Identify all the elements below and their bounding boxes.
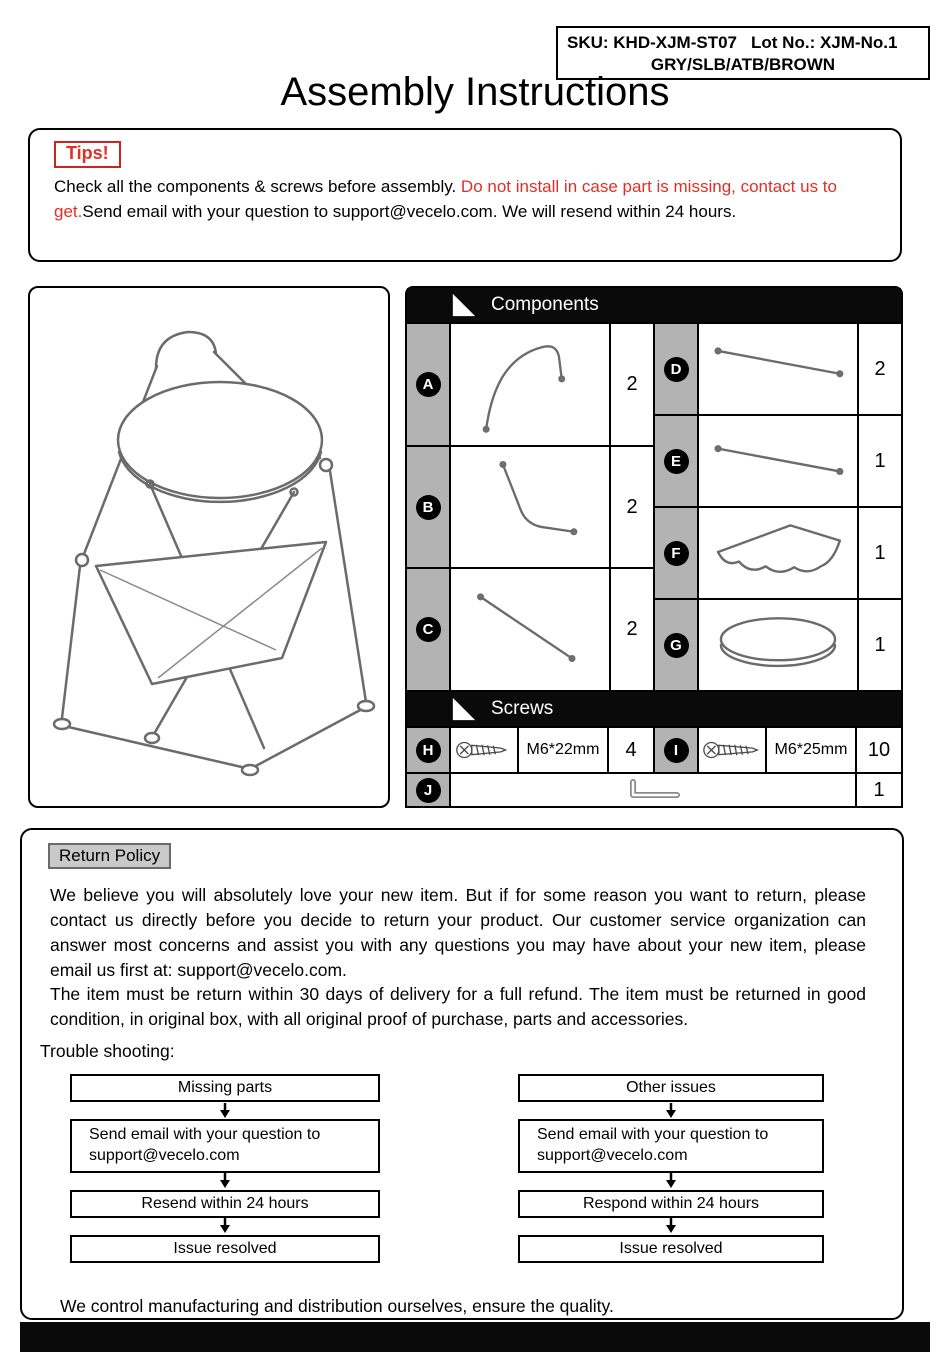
- part-e-image: [699, 416, 857, 506]
- flag-icon: [451, 696, 477, 722]
- part-label-cell: [655, 416, 697, 506]
- screw-badge-i: I: [664, 738, 689, 763]
- product-illustration: [30, 288, 388, 806]
- part-label-cell: [407, 324, 449, 445]
- part-label-cell: [407, 569, 449, 690]
- part-badge-c: C: [416, 617, 441, 642]
- down-arrow-icon: [70, 1218, 380, 1235]
- flow-step-2: [70, 1119, 380, 1173]
- flow-step-2-line2: support@vecelo.com: [537, 1146, 688, 1164]
- component-row-f: [655, 508, 901, 598]
- part-badge-e: E: [664, 449, 689, 474]
- flow-step-1: Other issues: [518, 1074, 824, 1102]
- part-g-qty: 1: [859, 600, 901, 690]
- component-row-e: [655, 416, 901, 506]
- part-label-cell: [655, 508, 697, 598]
- down-arrow-icon: [70, 1173, 380, 1190]
- screw-badge-h: H: [416, 738, 441, 763]
- part-badge-d: D: [664, 357, 689, 382]
- part-c-qty: 2: [611, 569, 653, 690]
- part-badge-b: B: [416, 495, 441, 520]
- component-row-b: [407, 447, 653, 568]
- screw-h-image: [451, 728, 517, 772]
- screw-label-cell: [407, 728, 449, 772]
- screw-i-size: M6*25mm: [767, 728, 855, 772]
- down-arrow-icon: [518, 1218, 824, 1235]
- component-row-c: [407, 569, 653, 690]
- down-arrow-icon: [518, 1102, 824, 1119]
- screws-grid: [407, 728, 901, 806]
- part-f-image: [699, 508, 857, 598]
- sku-line: [567, 32, 919, 54]
- part-a-image: [451, 324, 609, 445]
- tips-text-warning: Do not install in case part is missing, contact us to get.: [54, 177, 837, 221]
- part-b-image: [451, 447, 609, 568]
- return-policy-box: [20, 828, 904, 1320]
- tips-text-part2: Send email with your question to support@vecelo.com. We will resend within 24 hours.: [82, 201, 737, 221]
- part-badge-f: F: [664, 541, 689, 566]
- tips-label: Tips!: [54, 141, 121, 168]
- down-arrow-icon: [70, 1102, 380, 1119]
- flow-missing-parts: [70, 1074, 380, 1263]
- return-policy-paragraph-1: We believe you will absolutely love your new item. But if for some reason you want to return, please contact us directly before you decide to return your product. Our customer service organization can answer most concerns and assist you with any questions you may have about your new item, please email us first at: support@vecelo.com.: [50, 885, 866, 980]
- flow-step-2-line2: support@vecelo.com: [89, 1146, 240, 1164]
- variant-value: GRY/SLB/ATB/BROWN: [650, 55, 836, 75]
- flag-icon: [451, 292, 477, 318]
- sku-value: SKU: KHD-XJM-ST07: [567, 33, 738, 52]
- components-right-group: [655, 324, 901, 690]
- flow-step-2-line1: Send email with your question to: [537, 1126, 769, 1143]
- part-badge-g: G: [664, 633, 689, 658]
- lot-value: Lot No.: XJM-No.1: [751, 33, 898, 52]
- tips-text: [54, 175, 876, 224]
- screw-label-cell: [407, 774, 449, 806]
- screws-row-1: [407, 728, 901, 772]
- part-g-image: [699, 600, 857, 690]
- tips-text-part1: Check all the components & screws before assembly.: [54, 177, 461, 196]
- page-title: Assembly Instructions: [280, 70, 670, 114]
- down-arrow-icon: [518, 1173, 824, 1190]
- part-b-qty: 2: [611, 447, 653, 568]
- part-f-qty: 1: [859, 508, 901, 598]
- flow-step-2-line1: Send email with your question to: [89, 1126, 321, 1143]
- part-label-cell: [655, 324, 697, 414]
- components-left-group: [407, 324, 653, 690]
- tool-badge-j: J: [416, 778, 441, 803]
- components-header-label: Components: [491, 294, 599, 315]
- screw-i-qty: 10: [857, 728, 901, 772]
- flow-other-issues: [518, 1074, 824, 1263]
- flow-step-2: [518, 1119, 824, 1173]
- allen-key-image: [451, 774, 855, 806]
- part-c-image: [451, 569, 609, 690]
- screw-h-size: M6*22mm: [519, 728, 607, 772]
- part-d-qty: 2: [859, 324, 901, 414]
- troubleshooting-label: Trouble shooting:: [40, 1041, 175, 1062]
- allen-key-qty: 1: [857, 774, 901, 806]
- quality-statement: We control manufacturing and distribution ourselves, ensure the quality.: [60, 1296, 614, 1316]
- screw-label-cell: [655, 728, 697, 772]
- return-policy-paragraph-2: The item must be return within 30 days of delivery for a full refund. The item must be returned in good condition, in original box, with all original proof of purchase, parts and accessories.: [50, 984, 866, 1030]
- part-d-image: [699, 324, 857, 414]
- screws-header-label: Screws: [491, 698, 554, 719]
- part-a-qty: 2: [611, 324, 653, 445]
- part-label-cell: [655, 600, 697, 690]
- parts-table: [405, 286, 903, 808]
- footer-bar: [20, 1322, 930, 1352]
- flow-step-1: Missing parts: [70, 1074, 380, 1102]
- component-row-d: [655, 324, 901, 414]
- components-grid: [407, 324, 901, 690]
- part-label-cell: [407, 447, 449, 568]
- screws-header: [407, 692, 901, 726]
- return-policy-label: Return Policy: [48, 843, 171, 869]
- screw-i-image: [699, 728, 765, 772]
- screw-h-qty: 4: [609, 728, 653, 772]
- component-row-a: [407, 324, 653, 445]
- tips-box: [28, 128, 902, 262]
- flow-step-3: Respond within 24 hours: [518, 1190, 824, 1218]
- flow-step-4: Issue resolved: [518, 1235, 824, 1263]
- part-badge-a: A: [416, 372, 441, 397]
- components-header: [407, 288, 901, 322]
- flow-step-3: Resend within 24 hours: [70, 1190, 380, 1218]
- part-e-qty: 1: [859, 416, 901, 506]
- component-row-g: [655, 600, 901, 690]
- product-diagram-box: [28, 286, 390, 808]
- flow-step-4: Issue resolved: [70, 1235, 380, 1263]
- screws-row-2: [407, 774, 901, 806]
